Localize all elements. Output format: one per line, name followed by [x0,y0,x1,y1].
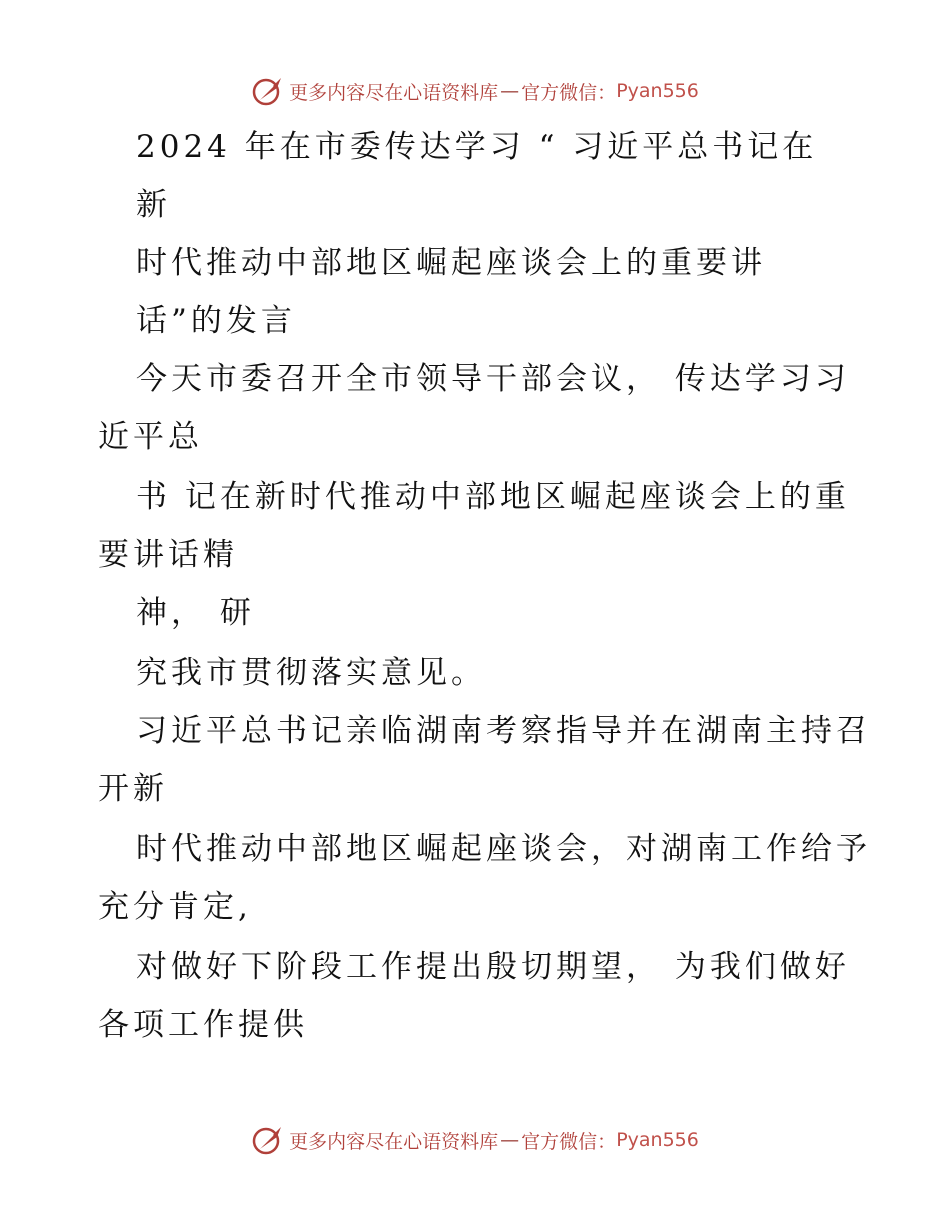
text-line: 对做好下阶段工作提出殷切期望， 为我们做好 [136,949,850,985]
text-line: 2024 年在市委传达学习 “ 习近平总书记在 [136,129,818,165]
text-line: 开新 [98,771,168,807]
banner-wechat-id: Pyan556 [616,80,699,102]
banner-wechat-id: Pyan556 [616,1129,699,1151]
text-line: 神， 研 [136,595,255,631]
text-line: 今天市委召开全市领导干部会议， 传达学习习 [136,361,850,397]
text-line: 要讲话精 [98,537,238,573]
quill-logo-icon [251,74,285,108]
text-line: 充分肯定, [98,889,252,925]
text-line: 时代推动中部地区崛起座谈会，对湖南工作给予 [136,831,871,867]
text-line: 新 [136,187,171,223]
text-line: 各项工作提供 [98,1007,308,1043]
banner-wechat-label: 官方微信： [521,81,617,104]
text-line: 书 记在新时代推动中部地区崛起座谈会上的重 [136,479,850,515]
text-line: 习近平总书记亲临湖南考察指导并在湖南主持召 [136,713,871,749]
quill-logo-icon [251,1123,285,1157]
banner-text: 更多内容尽在心语资料库 [289,1130,499,1153]
banner-text: 更多内容尽在心语资料库 [289,81,499,104]
banner-separator: — [500,1129,520,1151]
footer-watermark-banner [0,1120,950,1160]
text-line: 时代推动中部地区崛起座谈会上的重要讲 [136,245,766,281]
banner-wechat-label: 官方微信： [521,1130,617,1153]
text-line: 话”的发言 [136,303,296,339]
banner-separator: — [500,80,520,102]
text-line: 究我市贯彻落实意见。 [136,655,486,691]
text-line: 近平总 [98,419,203,455]
header-watermark-banner [0,71,950,111]
